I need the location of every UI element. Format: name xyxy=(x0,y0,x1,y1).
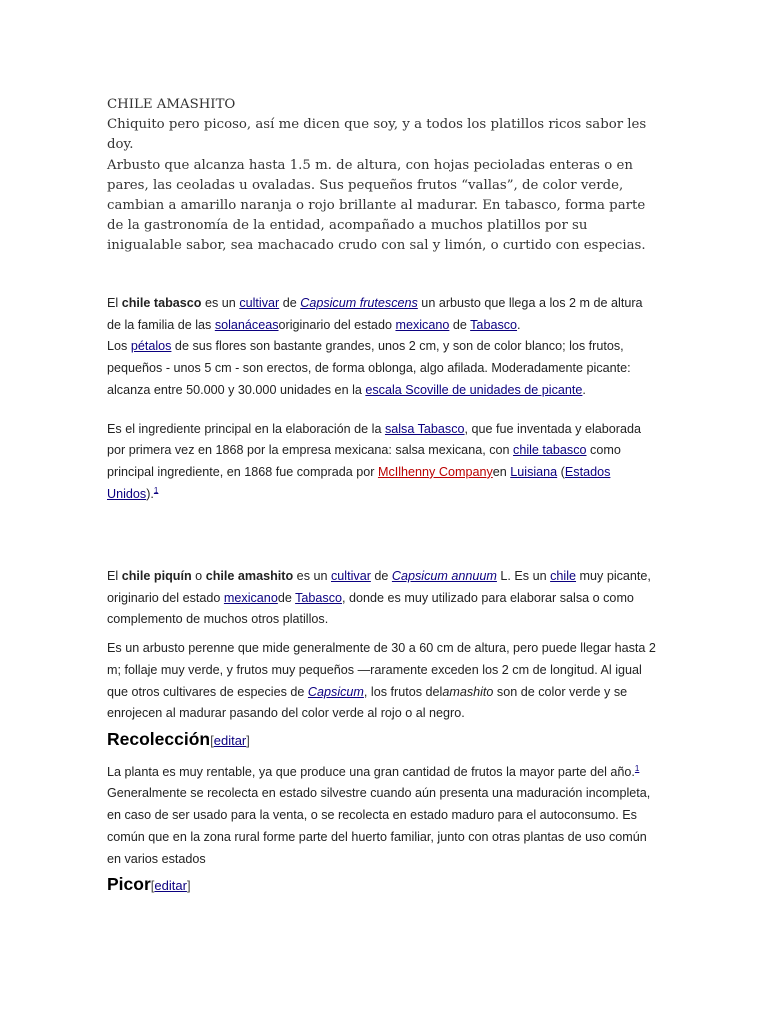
link-capsicum-frutescens[interactable] xyxy=(300,296,418,310)
text: ). xyxy=(146,486,154,501)
text: Es un arbusto perenne que mide generalmente de 30 a 60 cm de altura, pero puede llegar hasta 2 m; follaje muy verde, y frutos muy pequeños —raramente exceden los 2 cm de longitud. Al igual que otros cultivares de especies de xyxy=(107,641,656,699)
bracket: [ xyxy=(210,733,214,748)
text: son de color verde y se enrojecen al madurar pasando del color verde al rojo o al negro. xyxy=(107,684,628,721)
text: ( xyxy=(557,464,565,479)
recoleccion-paragraph xyxy=(107,762,659,871)
tabasco-paragraph-1 xyxy=(107,293,659,402)
piquin-section xyxy=(107,566,659,725)
text: La planta es muy rentable, ya que produce una gran cantidad de frutos la mayor parte del año. xyxy=(107,764,635,779)
link-luisiana[interactable]: Luisiana xyxy=(510,464,558,479)
term-chile-piquin: chile piquín xyxy=(121,569,192,583)
link-salsa-tabasco[interactable]: salsa Tabasco xyxy=(384,421,465,436)
heading-text: Recolección xyxy=(107,729,211,749)
reference-1[interactable]: 1 xyxy=(153,485,159,495)
edit-link-picor[interactable]: editar xyxy=(154,878,187,893)
text: , los frutos del xyxy=(363,684,443,699)
text: un arbusto que llega a los 2 m de altura de la familia de las xyxy=(107,296,643,332)
text: como principal ingrediente, en 1868 fue comprada por xyxy=(107,443,621,479)
recoleccion-section xyxy=(107,729,659,870)
text: en xyxy=(492,464,511,479)
text: . xyxy=(517,317,521,332)
link-text: Capsicum annuum xyxy=(391,569,497,583)
text: Generalmente se recolecta en estado silvestre cuando aún presenta una maduración incompleta, en caso de ser usado para la venta, o se recolecta en estado maduro para el autoconsumo. Es común que en la zona rural forme parte del huerto familiar, junto con otras plantas de uso común en varios estados xyxy=(107,786,651,866)
term-chile-amashito: chile amashito xyxy=(205,569,294,583)
link-text: Capsicum xyxy=(307,684,364,699)
heading-text: Picor xyxy=(107,874,151,894)
text: de sus flores son bastante grandes, unos 2 cm, y son de color blanco; los frutos, pequeños - unos 5 cm - son erectos, de forma oblonga, algo afilada. Moderadamente picante: alcanza entre 50.000 y 30.000 unidades en la xyxy=(107,339,631,397)
edit-section xyxy=(210,733,250,748)
link-tabasco[interactable]: Tabasco xyxy=(295,590,343,605)
text: El xyxy=(107,569,122,583)
text: . xyxy=(582,382,586,397)
link-capsicum-annuum[interactable] xyxy=(392,569,497,583)
link-petalos[interactable]: pétalos xyxy=(130,339,172,354)
link-mexicano[interactable]: mexicano xyxy=(395,317,450,332)
term-amashito: amashito xyxy=(442,684,494,699)
bracket: ] xyxy=(186,878,191,893)
edit-link-recoleccion[interactable]: editar xyxy=(213,733,247,748)
text: Los xyxy=(107,339,131,354)
piquin-paragraph-1 xyxy=(107,566,659,631)
link-chile-tabasco[interactable]: chile tabasco xyxy=(513,443,587,458)
text: L. Es un xyxy=(496,569,551,583)
intro-line-1: Chiquito pero picoso, así me dicen que soy, y a todos los platillos ricos sabor les doy. xyxy=(107,117,647,153)
intro-section xyxy=(107,95,647,257)
text: originario del estado xyxy=(278,317,396,332)
section-heading-recoleccion xyxy=(107,729,659,752)
tabasco-paragraph-2 xyxy=(107,419,659,506)
text: es un xyxy=(293,569,331,583)
bracket: ] xyxy=(246,733,250,748)
text: de xyxy=(277,590,296,605)
link-tabasco[interactable]: Tabasco xyxy=(470,317,518,332)
link-capsicum[interactable] xyxy=(308,685,364,699)
text: Es el ingrediente principal en la elaboración de la xyxy=(107,421,385,436)
link-cultivar[interactable]: cultivar xyxy=(239,296,280,310)
picor-section xyxy=(107,874,659,897)
link-solanaceas[interactable]: solanáceas xyxy=(214,317,279,332)
edit-section xyxy=(151,878,191,893)
text: o xyxy=(191,569,206,583)
section-heading-picor xyxy=(107,874,659,897)
link-text: Capsicum frutescens xyxy=(300,296,418,310)
link-estados-unidos[interactable]: Estados Unidos xyxy=(107,464,611,501)
term-chile-tabasco: chile tabasco xyxy=(121,296,202,310)
text: El xyxy=(107,296,122,310)
text: de xyxy=(279,296,301,310)
link-chile[interactable]: chile xyxy=(550,569,577,583)
bracket: [ xyxy=(150,878,155,893)
link-escala-scoville[interactable]: escala Scoville de unidades de picante xyxy=(365,382,583,397)
text: es un xyxy=(201,296,240,310)
text: de xyxy=(449,317,471,332)
intro-description: Arbusto que alcanza hasta 1.5 m. de altura, con hojas pecioladas enteras o en pares, las ceoladas u ovaladas. Sus pequeños frutos “vallas”, de color verde, cambian a amarillo naranja o rojo brillante al madurar. En tabasco, forma parte de la gastronomía de la entidad, acompañado a muchos platillos por su inigualable sabor, sea machacado crudo con sal y limón, o curtido con especias. xyxy=(107,157,646,254)
text: muy picante, originario del estado xyxy=(107,569,651,605)
reference-1[interactable]: 1 xyxy=(634,763,640,773)
link-mcilhenny-company[interactable]: McIlhenny Company xyxy=(377,464,493,479)
intro-title: CHILE AMASHITO xyxy=(107,97,236,112)
tabasco-section xyxy=(107,293,659,505)
text: , que fue inventada y elaborada por primera vez en 1868 por la empresa mexicana: salsa mexicana, con xyxy=(107,421,641,458)
link-cultivar[interactable]: cultivar xyxy=(331,569,371,583)
text: , donde es muy utilizado para elaborar salsa o como complemento de muchos otros platillos. xyxy=(107,590,634,627)
link-mexicano[interactable]: mexicano xyxy=(223,590,278,605)
piquin-paragraph-2 xyxy=(107,638,659,725)
text: de xyxy=(370,569,392,583)
